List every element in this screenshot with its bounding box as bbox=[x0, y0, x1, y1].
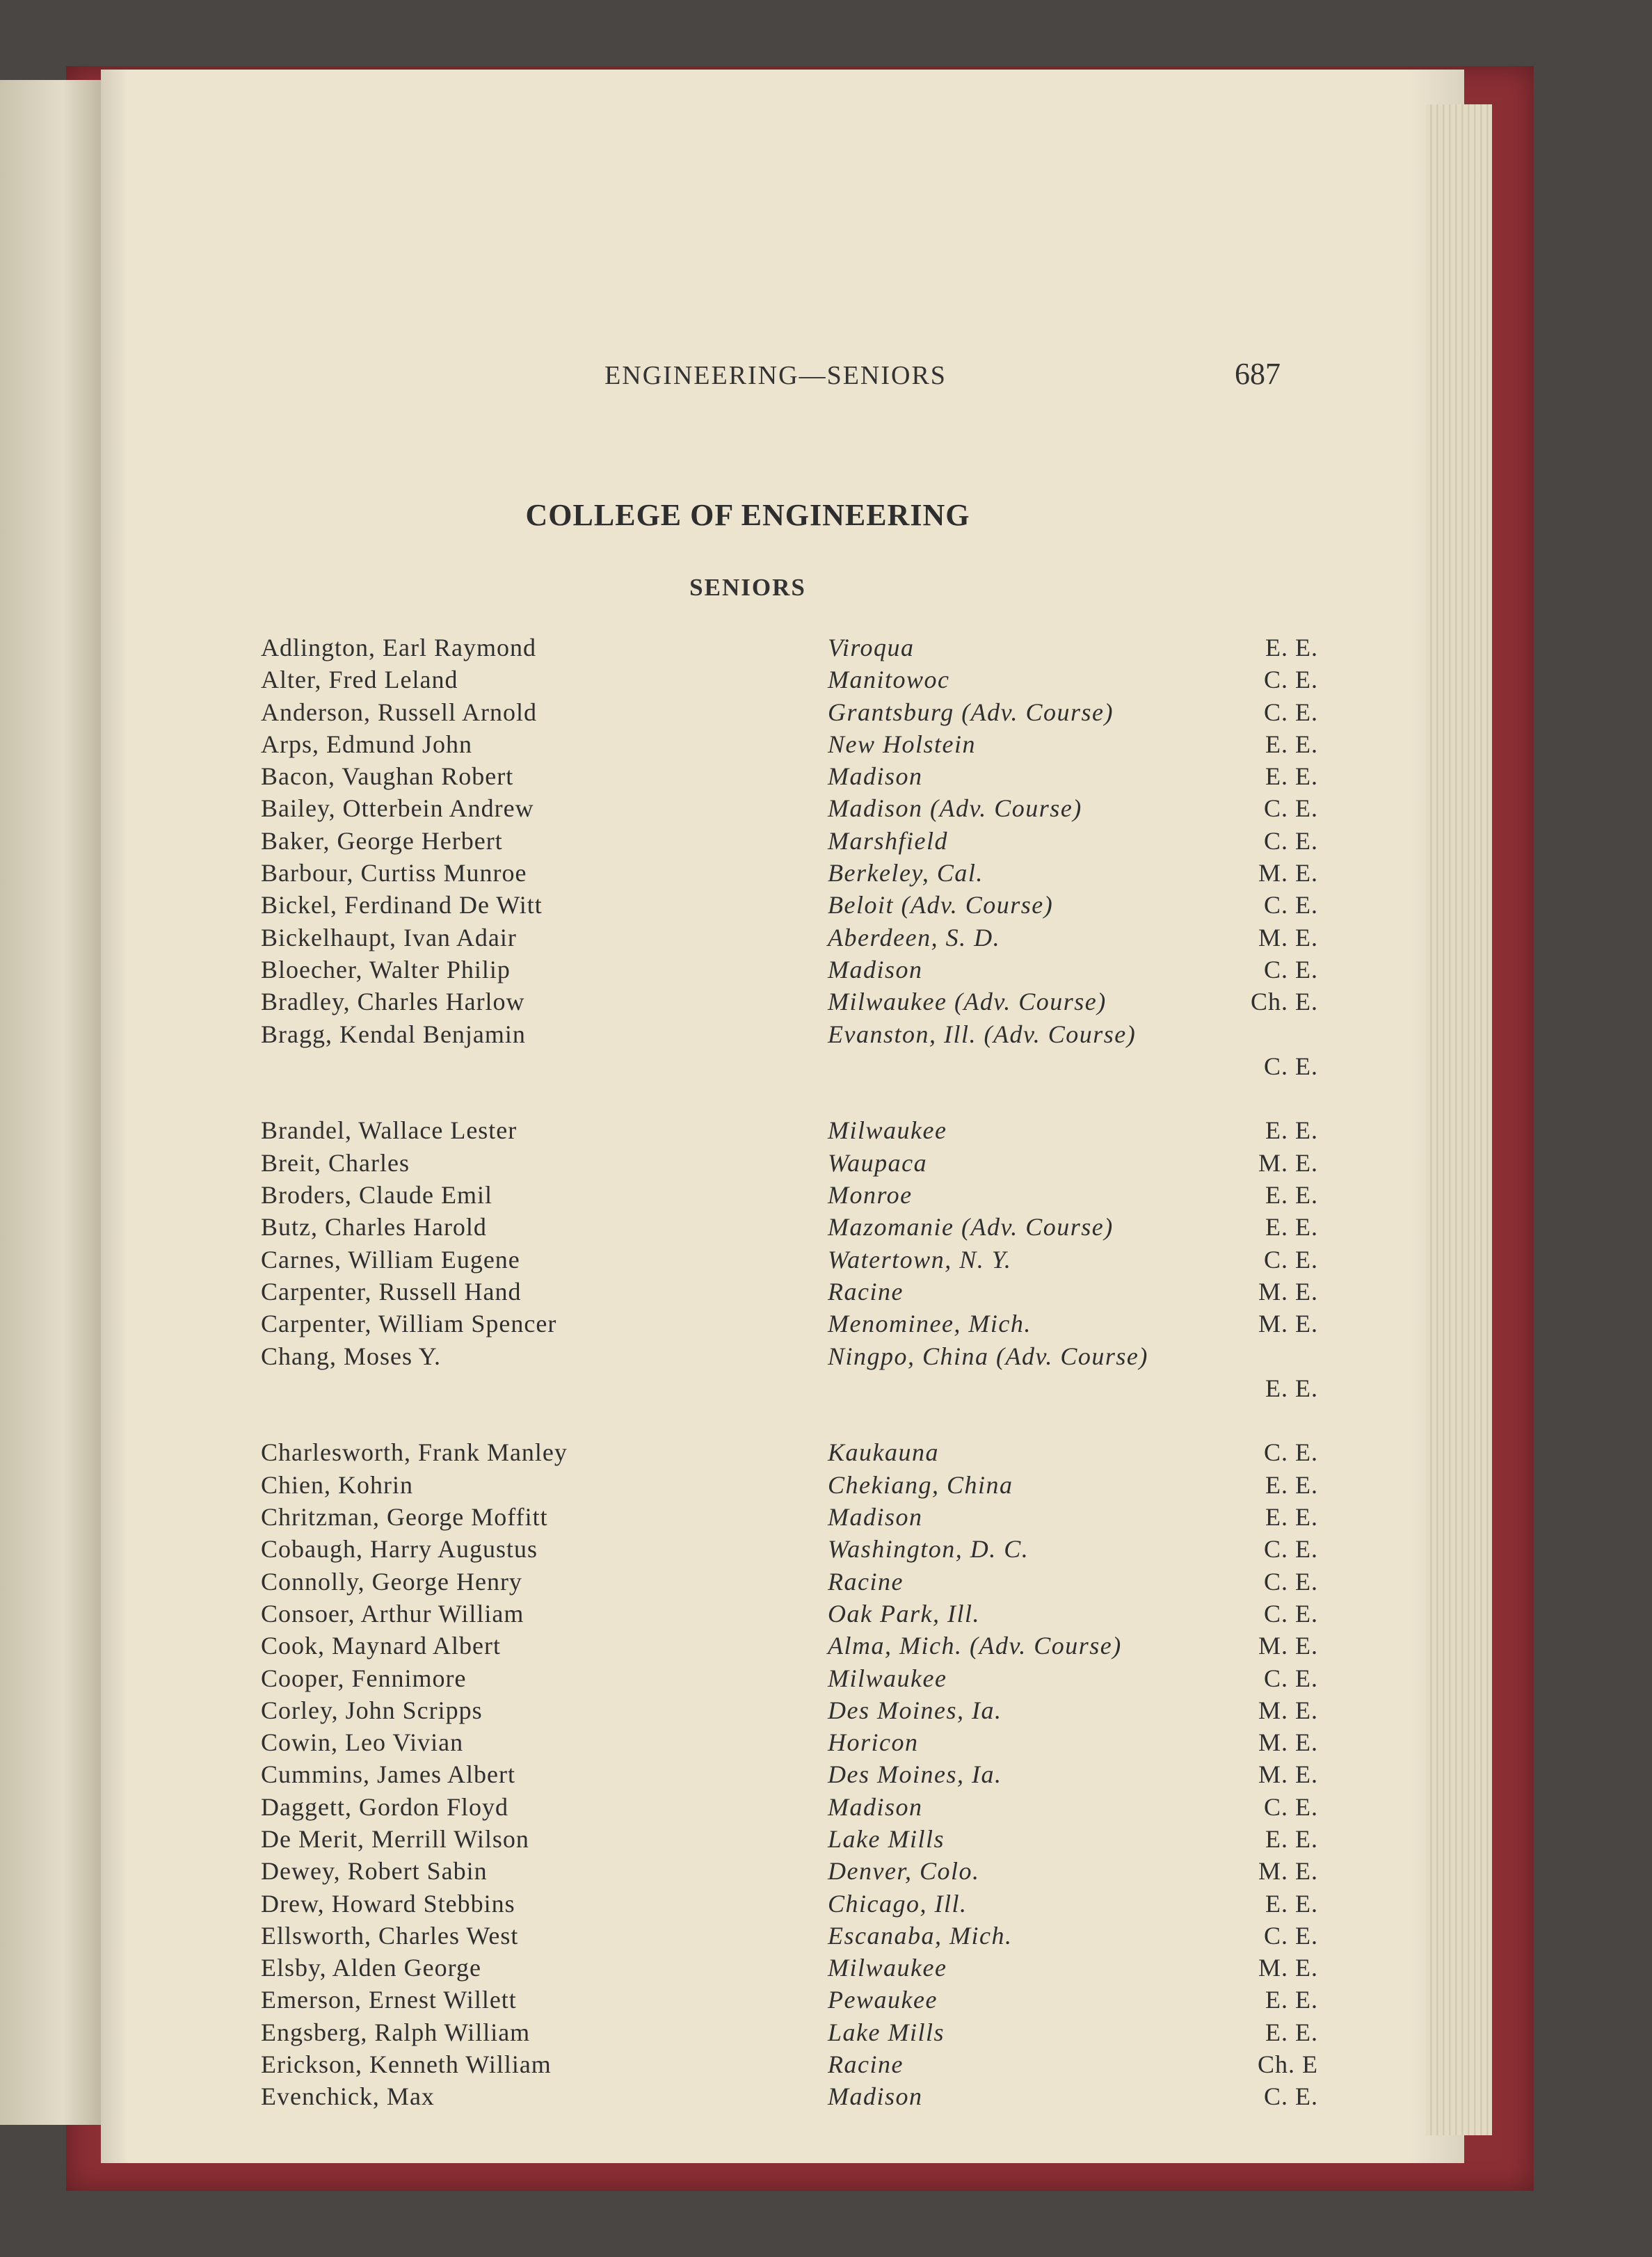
student-hometown: Viroqua bbox=[828, 634, 915, 661]
student-hometown: Beloit (Adv. Course) bbox=[828, 891, 1054, 919]
student-name: Carpenter, Russell Hand bbox=[261, 1277, 522, 1306]
student-name: Butz, Charles Harold bbox=[261, 1213, 487, 1242]
student-name: Brandel, Wallace Lester bbox=[261, 1116, 518, 1145]
student-name: Bradley, Charles Harlow bbox=[261, 988, 525, 1016]
student-course: Ch. E. bbox=[1250, 988, 1318, 1016]
page-number: 687 bbox=[1235, 357, 1281, 391]
student-course: M. E. bbox=[1258, 1148, 1318, 1177]
student-hometown: Madison bbox=[828, 1503, 923, 1532]
student-hometown: Des Moines, Ia. bbox=[828, 1696, 1002, 1724]
student-roster bbox=[261, 632, 1318, 2113]
roster-row bbox=[261, 728, 1318, 760]
student-name: Dewey, Robert Sabin bbox=[261, 1857, 488, 1886]
student-name: Cowin, Leo Vivian bbox=[261, 1728, 464, 1757]
student-hometown: Chicago, Ill. bbox=[828, 1889, 968, 1918]
student-hometown: Escanaba, Mich. bbox=[828, 1921, 1013, 1950]
student-course: M. E. bbox=[1258, 1857, 1318, 1886]
student-course: C. E. bbox=[1263, 2082, 1318, 2111]
roster-row bbox=[261, 954, 1318, 986]
roster-row bbox=[261, 857, 1318, 889]
student-name: Chritzman, George Moffitt bbox=[261, 1503, 548, 1532]
roster-row bbox=[261, 889, 1318, 921]
student-course: M. E. bbox=[1258, 923, 1318, 951]
student-hometown: Mazomanie (Adv. Course) bbox=[828, 1213, 1114, 1242]
student-course: M. E. bbox=[1258, 1277, 1318, 1306]
student-name: Broders, Claude Emil bbox=[261, 1181, 492, 1210]
student-hometown: Waupaca bbox=[828, 1148, 928, 1177]
student-hometown: Des Moines, Ia. bbox=[828, 1760, 1002, 1789]
student-course: C. E. bbox=[1263, 698, 1318, 726]
student-course: M. E. bbox=[1258, 1954, 1318, 1982]
student-course: C. E. bbox=[1263, 1921, 1318, 1950]
roster-row bbox=[261, 986, 1318, 1018]
student-course: M. E. bbox=[1258, 1696, 1318, 1724]
roster-row bbox=[261, 825, 1318, 857]
student-hometown: New Holstein bbox=[828, 730, 976, 758]
roster-row bbox=[261, 1855, 1318, 1887]
student-course: M. E. bbox=[1258, 1632, 1318, 1660]
student-course: E. E. bbox=[1265, 1213, 1318, 1242]
student-name: Consoer, Arthur William bbox=[261, 1599, 524, 1628]
roster-row bbox=[261, 1791, 1318, 1823]
roster-row bbox=[261, 2048, 1318, 2080]
student-hometown: Milwaukee bbox=[828, 1664, 947, 1692]
student-hometown: Denver, Colo. bbox=[828, 1857, 980, 1886]
roster-row bbox=[261, 1694, 1318, 1726]
student-course: C. E. bbox=[1263, 826, 1318, 855]
previous-page-edge bbox=[0, 80, 104, 2125]
student-name: Arps, Edmund John bbox=[261, 730, 472, 758]
student-name: Carnes, William Eugene bbox=[261, 1245, 520, 1274]
student-course: E. E. bbox=[1265, 1824, 1318, 1853]
book-page bbox=[101, 70, 1464, 2163]
student-name: Breit, Charles bbox=[261, 1148, 410, 1177]
student-course: E. E. bbox=[1265, 1116, 1318, 1145]
student-hometown: Marshfield bbox=[828, 826, 948, 855]
student-hometown: Madison bbox=[828, 762, 923, 791]
student-course: M. E. bbox=[1258, 1760, 1318, 1789]
student-name: Chang, Moses Y. bbox=[261, 1342, 442, 1370]
student-name: Carpenter, William Spencer bbox=[261, 1310, 557, 1338]
student-hometown: Aberdeen, S. D. bbox=[828, 923, 1001, 951]
roster-row bbox=[261, 1984, 1318, 2016]
student-name: Charlesworth, Frank Manley bbox=[261, 1438, 568, 1467]
student-hometown: Watertown, N. Y. bbox=[828, 1245, 1012, 1274]
student-name: Cobaugh, Harry Augustus bbox=[261, 1535, 538, 1564]
student-course: C. E. bbox=[1263, 1438, 1318, 1467]
roster-row bbox=[261, 1147, 1318, 1179]
student-course: C. E. bbox=[1263, 1792, 1318, 1821]
student-course: C. E. bbox=[1263, 1535, 1318, 1564]
student-name: Emerson, Ernest Willett bbox=[261, 1986, 517, 2014]
roster-row bbox=[261, 1952, 1318, 1984]
student-course: Ch. E bbox=[1257, 2050, 1318, 2079]
roster-row bbox=[261, 2080, 1318, 2112]
roster-row bbox=[261, 1340, 1318, 1372]
roster-row bbox=[261, 1179, 1318, 1211]
page-edges bbox=[1426, 104, 1492, 2135]
student-course: E. E. bbox=[1265, 1470, 1318, 1499]
student-course: C. E. bbox=[1263, 666, 1318, 694]
student-name: Erickson, Kenneth William bbox=[261, 2050, 552, 2079]
roster-row bbox=[261, 1920, 1318, 1952]
student-name: Drew, Howard Stebbins bbox=[261, 1889, 515, 1918]
roster-row bbox=[261, 1630, 1318, 1662]
roster-row-continuation bbox=[261, 1050, 1318, 1082]
roster-row bbox=[261, 1211, 1318, 1243]
student-name: Evenchick, Max bbox=[261, 2082, 435, 2111]
roster-row bbox=[261, 1888, 1318, 1920]
student-name: Connolly, George Henry bbox=[261, 1567, 522, 1596]
roster-row bbox=[261, 1758, 1318, 1790]
student-name: Adlington, Earl Raymond bbox=[261, 634, 536, 661]
student-hometown: Racine bbox=[828, 1277, 904, 1306]
roster-row bbox=[261, 922, 1318, 954]
student-hometown: Grantsburg (Adv. Course) bbox=[828, 698, 1114, 726]
student-hometown: Milwaukee bbox=[828, 1116, 947, 1145]
student-name: Corley, John Scripps bbox=[261, 1696, 483, 1724]
student-hometown: Washington, D. C. bbox=[828, 1535, 1029, 1564]
student-course: E. E. bbox=[1265, 730, 1318, 758]
roster-row bbox=[261, 1823, 1318, 1855]
student-hometown: Madison bbox=[828, 2082, 923, 2111]
student-name: Bickel, Ferdinand De Witt bbox=[261, 891, 543, 919]
page-title: COLLEGE OF ENGINEERING bbox=[525, 498, 970, 532]
student-name: Bacon, Vaughan Robert bbox=[261, 762, 514, 791]
student-name: Elsby, Alden George bbox=[261, 1954, 481, 1982]
student-name: Barbour, Curtiss Munroe bbox=[261, 859, 527, 887]
student-name: Engsberg, Ralph William bbox=[261, 2018, 531, 2046]
student-name: Bickelhaupt, Ivan Adair bbox=[261, 923, 517, 951]
student-hometown: Milwaukee bbox=[828, 1954, 947, 1982]
roster-row bbox=[261, 1501, 1318, 1533]
section-title: SENIORS bbox=[689, 574, 806, 601]
roster-spacer bbox=[261, 1404, 1318, 1436]
student-hometown: Ningpo, China (Adv. Course) bbox=[828, 1342, 1148, 1370]
student-hometown: Menominee, Mich. bbox=[828, 1310, 1032, 1338]
student-course: C. E. bbox=[1263, 955, 1318, 983]
student-course: E. E. bbox=[1265, 1503, 1318, 1532]
student-course: E. E. bbox=[1265, 1889, 1318, 1918]
student-course: C. E. bbox=[1263, 891, 1318, 919]
roster-row bbox=[261, 1469, 1318, 1501]
student-name: Cook, Maynard Albert bbox=[261, 1632, 501, 1660]
student-course: M. E. bbox=[1258, 859, 1318, 887]
student-course: E. E. bbox=[1265, 2018, 1318, 2046]
student-name: Daggett, Gordon Floyd bbox=[261, 1792, 508, 1821]
student-course: C. E. bbox=[1263, 1567, 1318, 1596]
student-name: Cummins, James Albert bbox=[261, 1760, 515, 1789]
roster-row-continuation bbox=[261, 1372, 1318, 1404]
student-name: De Merit, Merrill Wilson bbox=[261, 1824, 529, 1853]
student-name: Chien, Kohrin bbox=[261, 1470, 413, 1499]
student-hometown: Berkeley, Cal. bbox=[828, 859, 984, 887]
student-hometown: Pewaukee bbox=[828, 1986, 938, 2014]
roster-row bbox=[261, 696, 1318, 728]
roster-row bbox=[261, 1308, 1318, 1340]
student-course: C. E. bbox=[1263, 1052, 1318, 1080]
student-hometown: Madison bbox=[828, 955, 923, 983]
student-hometown: Racine bbox=[828, 1567, 904, 1596]
roster-row bbox=[261, 1726, 1318, 1758]
student-name: Bragg, Kendal Benjamin bbox=[261, 1020, 526, 1048]
student-hometown: Manitowoc bbox=[828, 666, 950, 694]
student-course: C. E. bbox=[1263, 1664, 1318, 1692]
previous-page-text-fragments bbox=[0, 80, 104, 2125]
roster-row bbox=[261, 760, 1318, 792]
student-hometown: Racine bbox=[828, 2050, 904, 2079]
roster-row bbox=[261, 664, 1318, 696]
student-course: M. E. bbox=[1258, 1310, 1318, 1338]
student-hometown: Kaukauna bbox=[828, 1438, 939, 1467]
student-name: Bloecher, Walter Philip bbox=[261, 955, 511, 983]
student-hometown: Madison bbox=[828, 1792, 923, 1821]
roster-row bbox=[261, 1244, 1318, 1276]
student-hometown: Alma, Mich. (Adv. Course) bbox=[828, 1632, 1122, 1660]
roster-row bbox=[261, 792, 1318, 824]
student-hometown: Horicon bbox=[828, 1728, 919, 1757]
student-name: Bailey, Otterbein Andrew bbox=[261, 794, 534, 823]
student-course: E. E. bbox=[1265, 762, 1318, 791]
roster-row bbox=[261, 1598, 1318, 1630]
student-hometown: Oak Park, Ill. bbox=[828, 1599, 980, 1628]
student-course: M. E. bbox=[1258, 1728, 1318, 1757]
student-course: C. E. bbox=[1263, 1245, 1318, 1274]
roster-row bbox=[261, 1533, 1318, 1565]
roster-row bbox=[261, 632, 1318, 664]
student-course: E. E. bbox=[1265, 1374, 1318, 1402]
student-course: C. E. bbox=[1263, 1599, 1318, 1628]
student-course: E. E. bbox=[1265, 634, 1318, 661]
student-hometown: Chekiang, China bbox=[828, 1470, 1013, 1499]
roster-row bbox=[261, 1276, 1318, 1308]
student-hometown: Lake Mills bbox=[828, 2018, 945, 2046]
student-name: Alter, Fred Leland bbox=[261, 666, 458, 694]
student-hometown: Lake Mills bbox=[828, 1824, 945, 1853]
roster-row bbox=[261, 2016, 1318, 2048]
student-hometown: Milwaukee (Adv. Course) bbox=[828, 988, 1107, 1016]
roster-row bbox=[261, 1018, 1318, 1050]
student-name: Ellsworth, Charles West bbox=[261, 1921, 519, 1950]
student-name: Anderson, Russell Arnold bbox=[261, 698, 537, 726]
student-hometown: Madison (Adv. Course) bbox=[828, 794, 1082, 823]
roster-row bbox=[261, 1566, 1318, 1598]
student-name: Baker, George Herbert bbox=[261, 826, 503, 855]
student-name: Cooper, Fennimore bbox=[261, 1664, 467, 1692]
student-course: E. E. bbox=[1265, 1986, 1318, 2014]
running-head: ENGINEERING—SENIORS bbox=[604, 361, 947, 390]
roster-row bbox=[261, 1114, 1318, 1146]
roster-row bbox=[261, 1436, 1318, 1468]
student-hometown: Evanston, Ill. (Adv. Course) bbox=[828, 1020, 1137, 1048]
student-course: E. E. bbox=[1265, 1181, 1318, 1210]
roster-row bbox=[261, 1662, 1318, 1694]
student-hometown: Monroe bbox=[828, 1181, 913, 1210]
student-course: C. E. bbox=[1263, 794, 1318, 823]
roster-spacer bbox=[261, 1082, 1318, 1114]
